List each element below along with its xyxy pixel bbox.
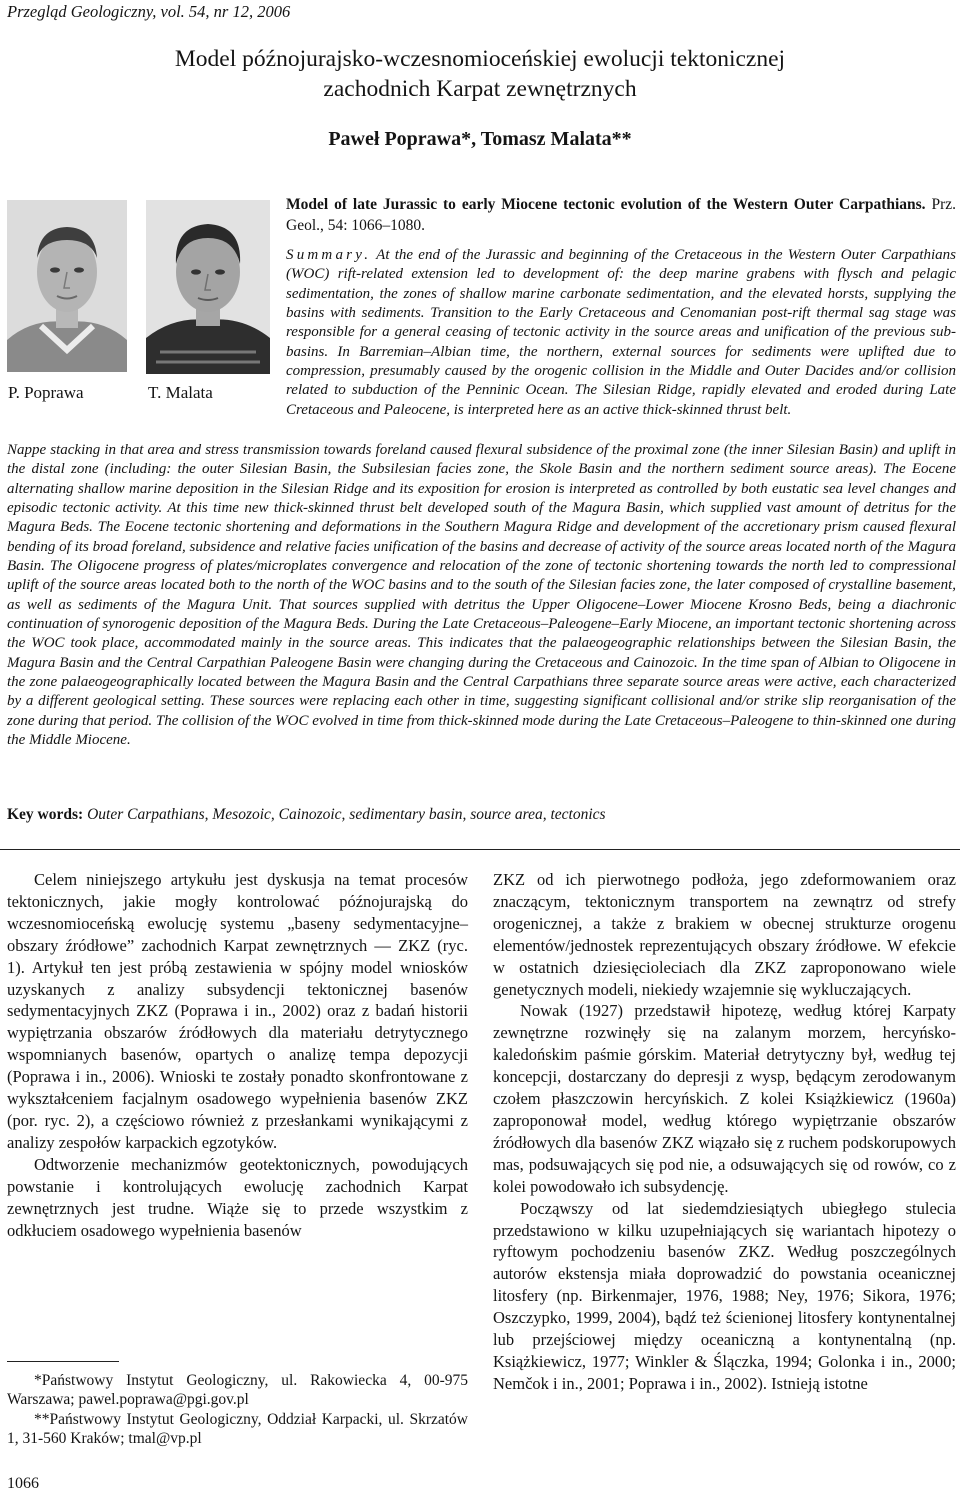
footnote-1: *Państwowy Instytut Geologiczny, ul. Rakowiecka 4, 00-975 Warszawa; pawel.poprawa@pgi.gov.pl: [7, 1372, 468, 1409]
footnote-divider: [7, 1361, 119, 1362]
title-line-2: zachodnich Karpat zewnętrznych: [323, 76, 637, 102]
english-title-block: [286, 194, 956, 236]
summary-top: [286, 246, 956, 420]
photo-caption-malata: T. Malata: [148, 383, 213, 402]
right-column: [493, 869, 956, 1395]
author-photo-poprawa: [7, 200, 127, 372]
keywords: [7, 806, 606, 824]
right-paragraph-2: Począwszy od lat siedemdziesiątych ubiegłego stulecia przedstawiono w kilku uzupełniających się wariantach hipotezy o ryftowym pochodzeniu basenów ZKZ. Według poszczególnych autorów ekstensja miała doprowadzić do powstania oceanicznej litosfery (np. Birkenmajer, 1976, 1988; Ney, 1976; Sikora, 1976; Oszczypko, 1999, 2004), bądź też ścienionej litosfery kontynentalnej lub przejściowej między oceaniczną a kontynentalną (np. Książkiewicz, 1977; Winkler & Ślączka, 1994; Golonka i in., 2000; Nemčok i in., 2001; Poprawa i in., 2002). Istnieją istotne: [493, 1198, 956, 1393]
summary-text-top: At the end of the Jurassic and beginning of the Cretaceous in the Western Outer Carpathians (WOC) rift-related extension led to development of: the deep marine grabens with flysch and pelagic sedimentation, the zones of shallow marine carbonate sedimentation, and the elevated horsts, supplying the basins with sediments. Transition to the Early Cretaceous and Cenomanian post-rift thermal sag stage was responsible for a general ceasing of tectonic activity in the source areas and unification of the previous sub-basins. In Barremian–Albian time, the northern, external sources for sediments were uplifted due to compression, presumably caused by the orogenic collision in the Middle and Outer Dacides and/or collision related to subduction of the Penninic Ocean. The Silesian Ridge, rapidly elevated and eroded during Late Cretaceous and Paleocene, is interpreted here as an active thick-skinned thrust belt.: [286, 247, 956, 418]
article-title: [0, 44, 960, 104]
keywords-text: Outer Carpathians, Mesozoic, Cainozoic, sedimentary basin, source area, tectonics: [87, 806, 606, 823]
photo-caption-poprawa: P. Poprawa: [8, 383, 84, 402]
portrait-malata-image: [146, 200, 270, 374]
left-paragraph-1: Celem niniejszego artykułu jest dyskusja na temat procesów tektonicznych, jakie mogły kontrolować późnojurajską do wczesnomioceńską ewolucję systemu „baseny sedymentacyjne–obszary źródłowe” zachodnich Karpat zewnętrznych — ZKZ (ryc. 1). Artykuł ten jest próbą zestawienia w spójny model wniosków uzyskanych z analizy subsydencji tektonicznej basenów sedymentacyjnych ZKZ (Poprawa i in., 2002) oraz z badań historii wypiętrzania obszarów źródłowych dla materiału detrytycznego wspomnianych basenów, opartych o analizę tempa depozycji (Poprawa i in., 2006). Wnioski te zostały ponadto skonfrontowane z wykształceniem facjalnym osadowego wypełnienia basenów ZKZ (por. ryc. 2), a częściowo również z przesłankami wynikającymi z analizy zespołów karpackich egzotyków.: [7, 870, 468, 1152]
footnotes: [7, 1371, 468, 1449]
left-paragraph-2: Odtworzenie mechanizmów geotektonicznych, powodujących powstanie i kontrolujących ewolucję zachodnich Karpat zewnętrznych jest trudne. Wiąże się to przede wszystkim z odkłuciem osadowego wypełnienia basenów: [7, 1154, 468, 1240]
portrait-poprawa-image: [7, 200, 127, 372]
summary-continued: Nappe stacking in that area and stress transmission towards foreland caused flexural subsidence of the proximal zone (the inner Silesian Basin) and uplift in the distal zone (including: the outer Silesian Basin, the Subsilesian facies zone, the Skole Basin and the northern sediment source areas). The Eocene alternating shallow marine deposition in the Silesian Ridge and its exposition for erosion is interpreted as controlled by both eustatic sea level changes and episodic tectonic activity. At this time new thick-skinned thrust belt developed south of the Magura Basin, which supplied vast amount of detritus for the Magura Beds. The Eocene tectonic shortening and deformations in the Southern Magura Ridge and development of the accretionary prism caused flexural bending of its broad foreland, subsidence and relative facies unification of the basins and decrease of activity of the source areas located north of the Magura Basin. The Oligocene progress of plates/microplates convergence and relocation of the zone of tectonic shortening towards the north led to compressional uplift of the source areas located both to the north of the WOC basins and to the south of the Silesian facies zone, the later composed of crystalline basement, as well as sediments of the Magura Unit. That sources supplied with detritus the Upper Oligocene–Lower Miocene Krosno Beds, being a diachronic continuation of synorogenic deposition of the Magura Beds. During the Late Cretaceous–Paleogene–Early Miocene, an important tectonic shortening across the WOC took place, accommodated mainly in the source areas. This indicates that the palaeogeographic relationships between the Silesian Basin, the Magura Basin and the Central Carpathian Paleogene Basin were changing during the Cretaceous and Cainozoic. In the time span of Albian to Oligocene in the zone palaeogeographically located between the Magura Basin and the Central Carpathians three separate source areas were active, each characterized by a different geological setting. These sources were replacing each other in time, suggesting significant collisional and/or strike slip reorganisation of the zone during that period. The collision of the WOC evolved in time from thick-skinned mode during the Late Cretaceous–Paleogene to thin-skinned one during the Middle Miocene.: [7, 442, 956, 749]
right-paragraph-0: ZKZ od ich pierwotnego podłoża, jego zdeformowaniem oraz znaczącym, tektonicznym transportem na zewnątrz od strefy orogenicznej, a także z brakiem w obecnej strukturze orogenu elementów/jednostek reprezentujących obszary źródłowe. W efekcie w ostatnich dziesięcioleciach dla ZKZ zaproponowano wiele genetycznych modeli, niekiedy wzajemnie się wykluczających.: [493, 870, 956, 999]
right-paragraph-1: Nowak (1927) przedstawił hipotezę, według której Karpaty zewnętrzne rozwinęły się na zalanym morzem, hercyńsko-kaledońskim paśmie górskim. Materiał detrytyczny był, według tej koncepcji, dostarczany do depresji z wysp, będącym zerodowanym czołem płaszczowin hercyńskich. Z kolei Książkiewicz (1960a) zaproponował model, według którego wypiętrzanie obszarów źródłowych dla basenów ZKZ wiązało się z ruchem podskorupowych mas, podsuwających się pod nie, a odsuwających się od rowów, co z kolei powodowało ich subsydencję.: [493, 1001, 956, 1196]
english-title: Model of late Jurassic to early Miocene tectonic evolution of the Western Outer Carpathians.: [286, 196, 926, 213]
title-line-1: Model późnojurajsko-wczesnomioceńskiej ewolucji tektonicznej: [174, 46, 786, 72]
section-divider: [0, 849, 960, 850]
page-number: 1066: [7, 1475, 39, 1492]
footnote-2: **Państwowy Instytut Geologiczny, Oddział Karpacki, ul. Skrzatów 1, 31-560 Kraków; tmal@vp.pl: [7, 1410, 468, 1448]
summary-label: Summary.: [286, 247, 372, 263]
authors: Paweł Poprawa*, Tomasz Malata**: [328, 128, 632, 150]
citation: Prz. Geol., 54: 1066–1080.: [286, 196, 957, 234]
author-photo-malata: [146, 200, 270, 374]
keywords-label: Key words:: [7, 806, 84, 823]
left-column: [7, 869, 468, 1241]
journal-header: Przegląd Geologiczny, vol. 54, nr 12, 2006: [7, 2, 291, 21]
